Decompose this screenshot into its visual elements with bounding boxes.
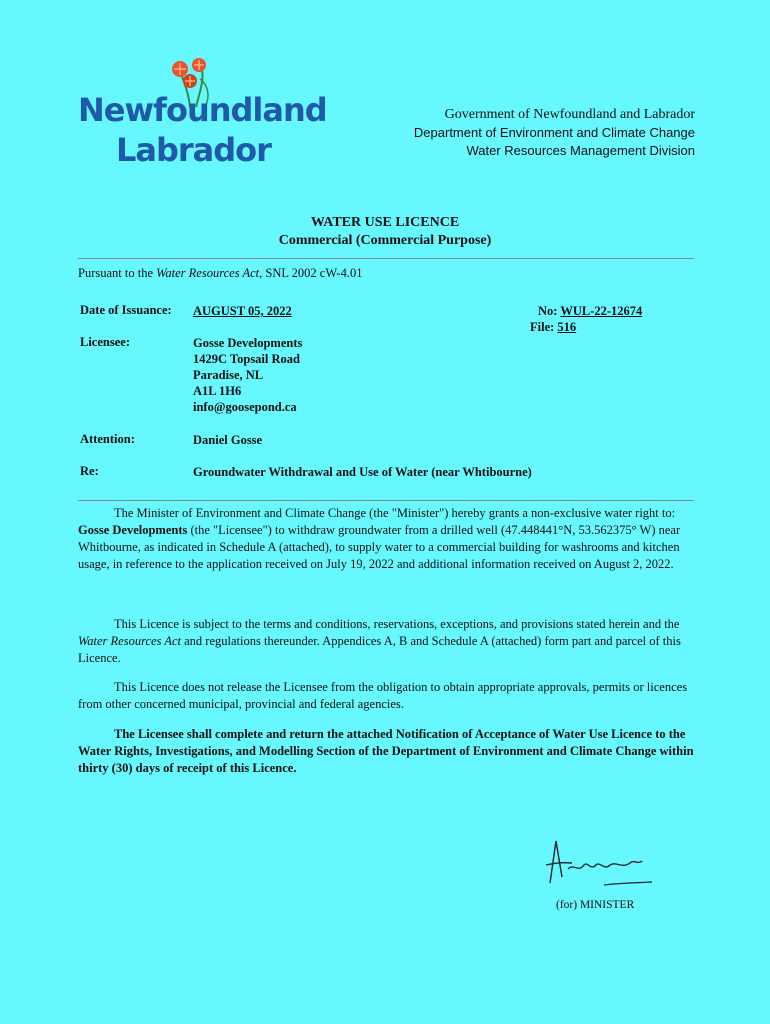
terms-text-c: and regulations thereunder. Appendices A, B and Schedule A (attached) form part and parcel of this Licence. [78,634,681,665]
division-name: Water Resources Management Division [466,143,695,158]
grant-text-a: The Minister of Environment and Climate Change (the "Minister") hereby grants a non-exclusive water right to: [114,506,676,520]
terms-act: Water Resources Act [78,634,181,648]
government-name: Government of Newfoundland and Labrador [444,107,695,122]
nl-government-logo [78,55,327,173]
licence-subtitle: Commercial (Commercial Purpose) [278,233,492,248]
file-number-value: 516 [557,320,577,334]
department-name: Department of Environment and Climate Change [413,125,695,140]
re-value: Groundwater Withdrawal and Use of Water (near Whtibourne) [193,465,532,479]
pursuant-act: Water Resources Act [156,266,260,280]
terms-text-a: This Licence is subject to the terms and conditions, reservations, exceptions, and provisions stated herein and the [114,617,680,631]
file-number-label: File: [530,320,555,334]
divider [78,500,694,501]
licensee-label: Licensee: [80,335,130,349]
pursuant-prefix: Pursuant to the [78,266,157,280]
terms-paragraph [78,616,694,667]
licence-number-value: WUL-22-12674 [560,304,643,318]
licensee-name: Gosse Developments [193,336,303,350]
licence-title: WATER USE LICENCE [310,215,460,230]
licensee-email: info@goosepond.ca [193,400,297,414]
issuance-date: AUGUST 05, 2022 [193,304,292,318]
attention-label: Attention: [80,432,135,446]
licensee-block [193,335,302,415]
grant-text-c: (the "Licensee") to withdraw groundwater from a drilled well (47.448441°N, 53.562375° W) near Whitbourne, as indicated in Schedule A (attached), to supply water to a commercial building for washrooms and kitchen usage, in reference to the application received on July 19, 2022 and additional information received on August 2, 2022. [78,523,681,571]
obligation-paragraph: This Licence does not release the Licensee from the obligation to obtain appropriate approvals, permits or licences from other concerned municipal, provincial and federal agencies. [78,680,688,711]
minister-caption: (for) MINISTER [556,899,635,911]
attention-value: Daniel Gosse [193,433,263,447]
re-label: Re: [80,464,99,478]
divider [78,258,694,259]
licence-number-label: No: [538,304,558,318]
file-number [530,319,576,335]
logo-text-labrador: Labrador [116,131,271,169]
acceptance-paragraph: The Licensee shall complete and return the attached Notification of Acceptance of Water Use Licence to the Water Rights, Investigations, and Modelling Section of the Department of Environment and Climate Change within thirty (30) days of receipt of this Licence. [78,727,694,775]
grant-paragraph [78,505,694,573]
pursuant-suffix: , SNL 2002 cW-4.01 [259,266,363,280]
minister-signature [538,835,658,895]
licensee-postal: A1L 1H6 [193,384,242,398]
licensee-address-1: 1429C Topsail Road [193,352,300,366]
grant-licensee-name: Gosse Developments [78,523,188,537]
pursuant-line [78,266,362,281]
department-header [414,106,695,160]
logo-text-newfoundland: Newfoundland [78,91,327,129]
licensee-address-2: Paradise, NL [193,368,264,382]
licence-number [538,303,642,319]
issuance-label: Date of Issuance: [80,303,172,317]
